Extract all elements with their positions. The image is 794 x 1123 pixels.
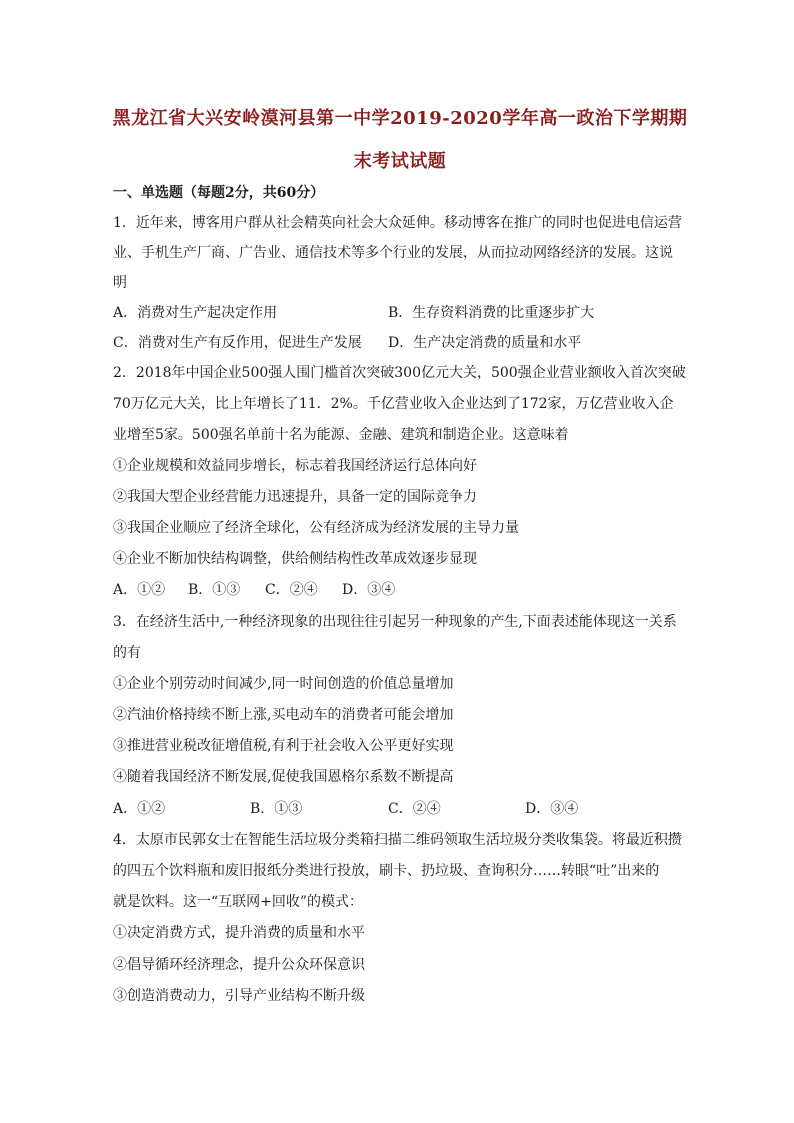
question-1-option-c: C．消费对生产有反作用，促进生产发展 [113,335,362,351]
question-3-item-2: ②汽油价格持续不断上涨,买电动车的消费者可能会增加 [113,707,454,723]
question-2-item-3: ③我国企业顺应了经济全球化，公有经济成为经济发展的主导力量 [113,520,519,536]
question-3-line-2: 的有 [113,645,141,661]
question-3-item-4: ④随着我国经济不断发展,促使我国恩格尔系数不断提高 [113,769,454,785]
question-3-option-a: A．①② [113,801,166,817]
question-2-item-4: ④企业不断加快结构调整，供给侧结构性改革成效逐步显现 [113,551,477,567]
question-2-line-1: 2．2018年中国企业500强人围门槛首次突破300亿元大关，500强企业营业额收入首次突破 [113,365,686,381]
question-4-line-1: 4．太原市民郭女士在智能生活垃圾分类箱扫描二维码领取生活垃圾分类收集袋。将最近积攒 [113,832,682,848]
question-1-line-1: 1．近年来，博客用户群从社会精英向社会大众延伸。移动博客在推广的同时也促进电信运营 [113,215,682,231]
question-1-option-d: D．生产决定消费的质量和水平 [388,335,582,351]
question-2-option-b: B．①③ [188,582,241,598]
section-heading: 一、单选题（每题2分，共60分） [113,185,325,201]
question-3-line-1: 3．在经济生活中,一种经济现象的出现往往引起另一种现象的产生,下面表述能体现这一关系 [113,614,677,630]
question-4-line-2: 的四五个饮料瓶和废旧报纸分类进行投放，刷卡、扔垃圾、查询积分……转眼“吐”出来的 [113,863,660,879]
question-2-item-2: ②我国大型企业经营能力迅速提升，具备一定的国际竞争力 [113,489,477,505]
question-4-item-1: ①决定消费方式，提升消费的质量和水平 [113,925,365,941]
question-2-option-a: A．①② [113,582,166,598]
question-1-option-a: A．消费对生产起决定作用 [113,305,278,321]
question-3-option-c: C．②④ [388,801,441,817]
question-1-option-b: B．生存资料消费的比重逐步扩大 [388,305,595,321]
question-4-item-2: ②倡导循环经济理念，提升公众环保意识 [113,957,365,973]
document-title-line-1: 黑龙江省大兴安岭漠河县第一中学2019-2020学年高一政治下学期期 [112,108,688,129]
question-4-line-3: 就是饮料。这一“互联网+回收”的模式： [113,894,364,910]
question-2-option-d: D．③④ [342,582,396,598]
question-2-item-1: ①企业规模和效益同步增长，标志着我国经济运行总体向好 [113,458,477,474]
question-3-item-3: ③推进营业税改征增值税,有利于社会收入公平更好实现 [113,738,454,754]
question-3-item-1: ①企业个别劳动时间减少,同一时间创造的价值总量增加 [113,676,454,692]
question-1-line-3: 明 [113,275,127,291]
document-title-line-2: 末考试试题 [353,151,447,172]
question-2-option-c: C．②④ [265,582,318,598]
question-3-option-d: D．③④ [525,801,579,817]
question-2-line-2: 70万亿元大关，比上年增长了11．2%。千亿营业收入企业达到了172家，万亿营业收入企 [113,396,674,412]
question-4-item-3: ③创造消费动力，引导产业结构不断升级 [113,988,365,1004]
question-2-line-3: 业增至5家。500强名单前十名为能源、金融、建筑和制造企业。这意味着 [113,427,569,443]
question-1-line-2: 业、手机生产厂商、广告业、通信技术等多个行业的发展，从而拉动网络经济的发展。这说 [113,245,673,261]
question-3-option-b: B．①③ [250,801,303,817]
